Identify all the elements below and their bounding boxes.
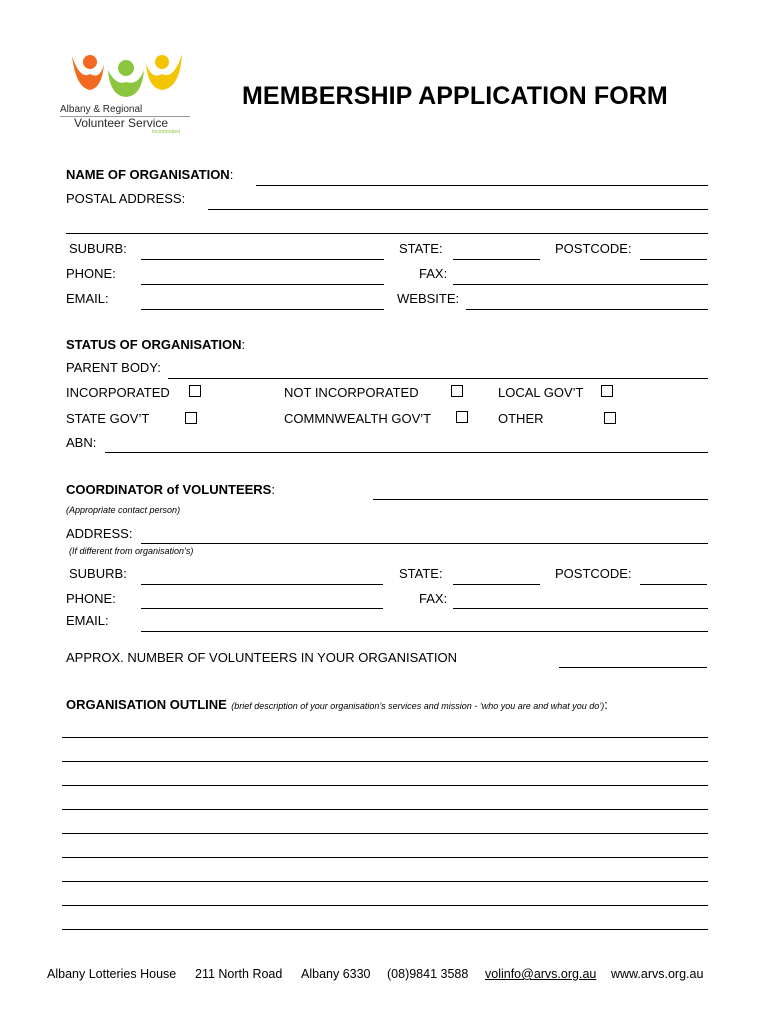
outline-line-8[interactable] bbox=[62, 905, 708, 906]
outline-line-9[interactable] bbox=[62, 929, 708, 930]
coordinator-heading-text: COORDINATOR of VOLUNTEERS bbox=[66, 482, 272, 497]
coordinator-heading-colon: : bbox=[271, 482, 275, 497]
fax-label: FAX: bbox=[419, 266, 448, 281]
coordinator-postcode-label: POSTCODE: bbox=[555, 566, 632, 581]
logo-tagline: Incorporated bbox=[152, 129, 181, 135]
org-name-label bbox=[66, 167, 233, 182]
local-govt-checkbox[interactable] bbox=[601, 385, 613, 397]
coordinator-state-field[interactable] bbox=[453, 584, 540, 585]
status-heading bbox=[66, 337, 245, 352]
volunteers-count-field[interactable] bbox=[559, 667, 707, 668]
outline-heading-text: ORGANISATION OUTLINE bbox=[66, 697, 227, 712]
commonwealth-govt-checkbox[interactable] bbox=[456, 411, 468, 423]
other-checkbox[interactable] bbox=[604, 412, 616, 424]
outline-line-4[interactable] bbox=[62, 809, 708, 810]
org-name-label-text: NAME OF ORGANISATION bbox=[66, 167, 230, 182]
postal-address-field[interactable] bbox=[208, 209, 708, 210]
footer-town: Albany 6330 bbox=[301, 967, 371, 981]
coordinator-address-field[interactable] bbox=[141, 543, 708, 544]
outline-line-7[interactable] bbox=[62, 881, 708, 882]
outline-line-1[interactable] bbox=[62, 737, 708, 738]
outline-line-5[interactable] bbox=[62, 833, 708, 834]
coordinator-postcode-field[interactable] bbox=[640, 584, 707, 585]
coordinator-suburb-field[interactable] bbox=[141, 584, 383, 585]
not-incorporated-checkbox[interactable] bbox=[451, 385, 463, 397]
coordinator-phone-label: PHONE: bbox=[66, 591, 116, 606]
local-govt-label: LOCAL GOV’T bbox=[498, 385, 584, 400]
email-field[interactable] bbox=[141, 309, 384, 310]
coordinator-address-note: (If different from organisation’s) bbox=[69, 546, 194, 556]
website-label: WEBSITE: bbox=[397, 291, 460, 306]
state-label: STATE: bbox=[399, 241, 443, 256]
website-field[interactable] bbox=[466, 309, 708, 310]
coordinator-name-field[interactable] bbox=[373, 499, 708, 500]
state-govt-label: STATE GOV’T bbox=[66, 411, 150, 426]
coordinator-suburb-label: SUBURB: bbox=[69, 566, 127, 581]
status-heading-text: STATUS OF ORGANISATION bbox=[66, 337, 242, 352]
org-name-label-colon: : bbox=[229, 167, 234, 182]
suburb-label: SUBURB: bbox=[69, 241, 127, 256]
logo bbox=[58, 50, 198, 136]
coordinator-note: (Appropriate contact person) bbox=[66, 505, 181, 515]
parent-body-field[interactable] bbox=[168, 378, 708, 379]
coordinator-address-label: ADDRESS: bbox=[66, 526, 133, 541]
page-title: MEMBERSHIP APPLICATION FORM bbox=[242, 82, 668, 110]
coordinator-heading bbox=[66, 482, 275, 497]
incorporated-checkbox[interactable] bbox=[189, 385, 201, 397]
outline-line-2[interactable] bbox=[62, 761, 708, 762]
commonwealth-govt-label: COMMNWEALTH GOV’T bbox=[284, 411, 432, 426]
parent-body-label: PARENT BODY: bbox=[66, 360, 161, 375]
volunteer-people-icon bbox=[66, 50, 186, 98]
footer-house: Albany Lotteries House bbox=[47, 967, 177, 981]
outline-heading bbox=[66, 696, 608, 714]
volunteers-count-label: APPROX. NUMBER OF VOLUNTEERS IN YOUR ORGANISATION bbox=[66, 650, 458, 665]
abn-field[interactable] bbox=[105, 452, 708, 453]
postcode-field[interactable] bbox=[640, 259, 707, 260]
coordinator-fax-label: FAX: bbox=[419, 591, 448, 606]
not-incorporated-label: NOT INCORPORATED bbox=[284, 385, 419, 400]
outline-colon: : bbox=[604, 697, 608, 712]
postcode-label: POSTCODE: bbox=[555, 241, 632, 256]
org-name-field[interactable] bbox=[256, 185, 708, 186]
other-label: OTHER bbox=[498, 411, 544, 426]
postal-address-field-line2[interactable] bbox=[66, 233, 708, 234]
state-govt-checkbox[interactable] bbox=[185, 412, 197, 424]
status-heading-colon: : bbox=[241, 337, 246, 352]
logo-line1: Albany & Regional bbox=[60, 104, 143, 115]
abn-label: ABN: bbox=[66, 435, 97, 450]
fax-field[interactable] bbox=[453, 284, 708, 285]
logo-line2: Volunteer Service bbox=[74, 116, 169, 130]
coordinator-state-label: STATE: bbox=[399, 566, 443, 581]
outline-note: (brief description of your organisation’s services and mission - ‘who you are and what you do’) bbox=[231, 701, 605, 711]
phone-field[interactable] bbox=[141, 284, 384, 285]
state-field[interactable] bbox=[453, 259, 540, 260]
incorporated-label: INCORPORATED bbox=[66, 385, 170, 400]
outline-line-3[interactable] bbox=[62, 785, 708, 786]
coordinator-email-field[interactable] bbox=[141, 631, 708, 632]
suburb-field[interactable] bbox=[141, 259, 384, 260]
footer-email-link[interactable]: volinfo@arvs.org.au bbox=[485, 967, 597, 981]
coordinator-fax-field[interactable] bbox=[453, 608, 708, 609]
coordinator-email-label: EMAIL: bbox=[66, 613, 109, 628]
outline-line-6[interactable] bbox=[62, 857, 708, 858]
email-label: EMAIL: bbox=[66, 291, 109, 306]
phone-label: PHONE: bbox=[66, 266, 116, 281]
coordinator-phone-field[interactable] bbox=[141, 608, 383, 609]
footer-phone: (08)9841 3588 bbox=[387, 967, 469, 981]
footer-street: 211 North Road bbox=[195, 967, 283, 981]
footer-web-link[interactable]: www.arvs.org.au bbox=[611, 967, 704, 981]
postal-address-label: POSTAL ADDRESS: bbox=[66, 191, 186, 206]
